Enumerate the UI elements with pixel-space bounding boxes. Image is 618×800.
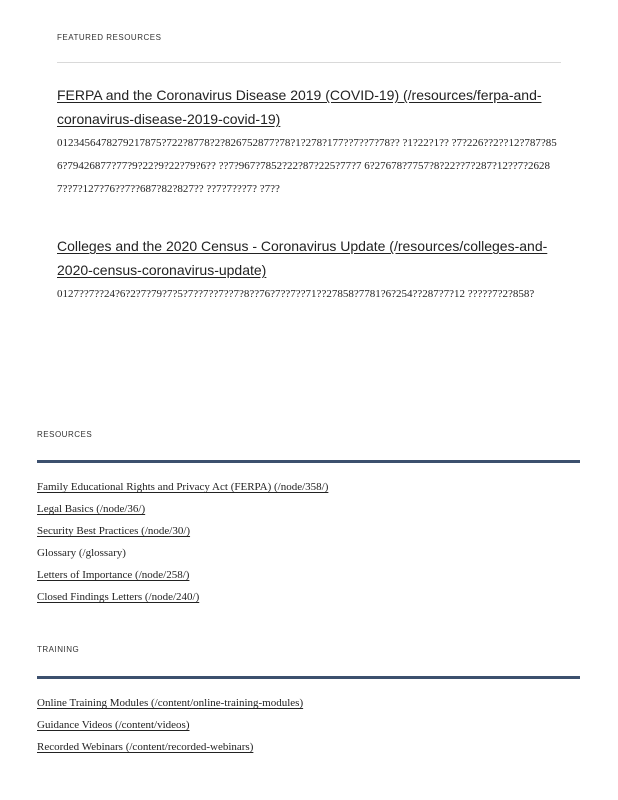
resource-link-closed-findings-letters[interactable]: Closed Findings Letters (/node/240/)	[37, 591, 200, 603]
training-heading: TRAINING	[37, 645, 80, 654]
training-link-recorded-webinars[interactable]: Recorded Webinars (/content/recorded-webinars)	[37, 741, 254, 753]
training-link-list	[37, 692, 303, 758]
list-item	[37, 736, 303, 758]
list-item	[37, 692, 303, 714]
resources-link-list	[37, 476, 328, 608]
training-link-guidance-videos[interactable]: Guidance Videos (/content/videos)	[37, 719, 190, 731]
resource-link-ferpa[interactable]: Family Educational Rights and Privacy Act (FERPA) (/node/358/)	[37, 481, 329, 493]
resource-item-glossary: Glossary (/glossary)	[37, 547, 126, 559]
resources-heading: RESOURCES	[37, 430, 93, 439]
featured-article-title-link[interactable]: Colleges and the 2020 Census - Coronavirus Update (/resources/colleges-and-2020-census-coronavirus-update)	[57, 238, 548, 278]
featured-article	[57, 83, 561, 201]
resources-divider	[37, 460, 580, 463]
training-link-online-modules[interactable]: Online Training Modules (/content/online-training-modules)	[37, 697, 304, 709]
list-item	[37, 498, 328, 520]
featured-divider	[57, 62, 561, 63]
list-item	[37, 564, 328, 586]
resource-link-legal-basics[interactable]: Legal Basics (/node/36/)	[37, 503, 146, 515]
list-item	[37, 542, 328, 564]
featured-article-summary: 0123456478279217875?722?8778?2?826752877?78?1?278?177??7??7?78?? ?1?22?1?? ?7?226??2??12?787?856?79426877?77?9?22?9?22?79?6?? ??7?967?7852?22?87?225?77?7 6?27678?7757?8?22??7?287?12??7?26287??7?127?76??7??687?82?827?? ??7?7???7? ?7??	[57, 137, 557, 195]
training-divider	[37, 676, 580, 679]
list-item	[37, 520, 328, 542]
featured-article-title-link[interactable]: FERPA and the Coronavirus Disease 2019 (COVID-19) (/resources/ferpa-and-coronavirus-disease-2019-covid-19)	[57, 87, 542, 127]
list-item	[37, 586, 328, 608]
list-item	[37, 476, 328, 498]
featured-article	[57, 234, 561, 306]
resource-link-letters-of-importance[interactable]: Letters of Importance (/node/258/)	[37, 569, 190, 581]
featured-article-summary: 0127??7??24?6?2?7?79?7?5?7??7??7??7?8??76?7??7??71??27858?7781?6?254??287?7?12 ?????7?2?858?	[57, 288, 535, 300]
resource-link-security-best-practices[interactable]: Security Best Practices (/node/30/)	[37, 525, 191, 537]
list-item	[37, 714, 303, 736]
featured-resources-heading: FEATURED RESOURCES	[57, 33, 162, 42]
